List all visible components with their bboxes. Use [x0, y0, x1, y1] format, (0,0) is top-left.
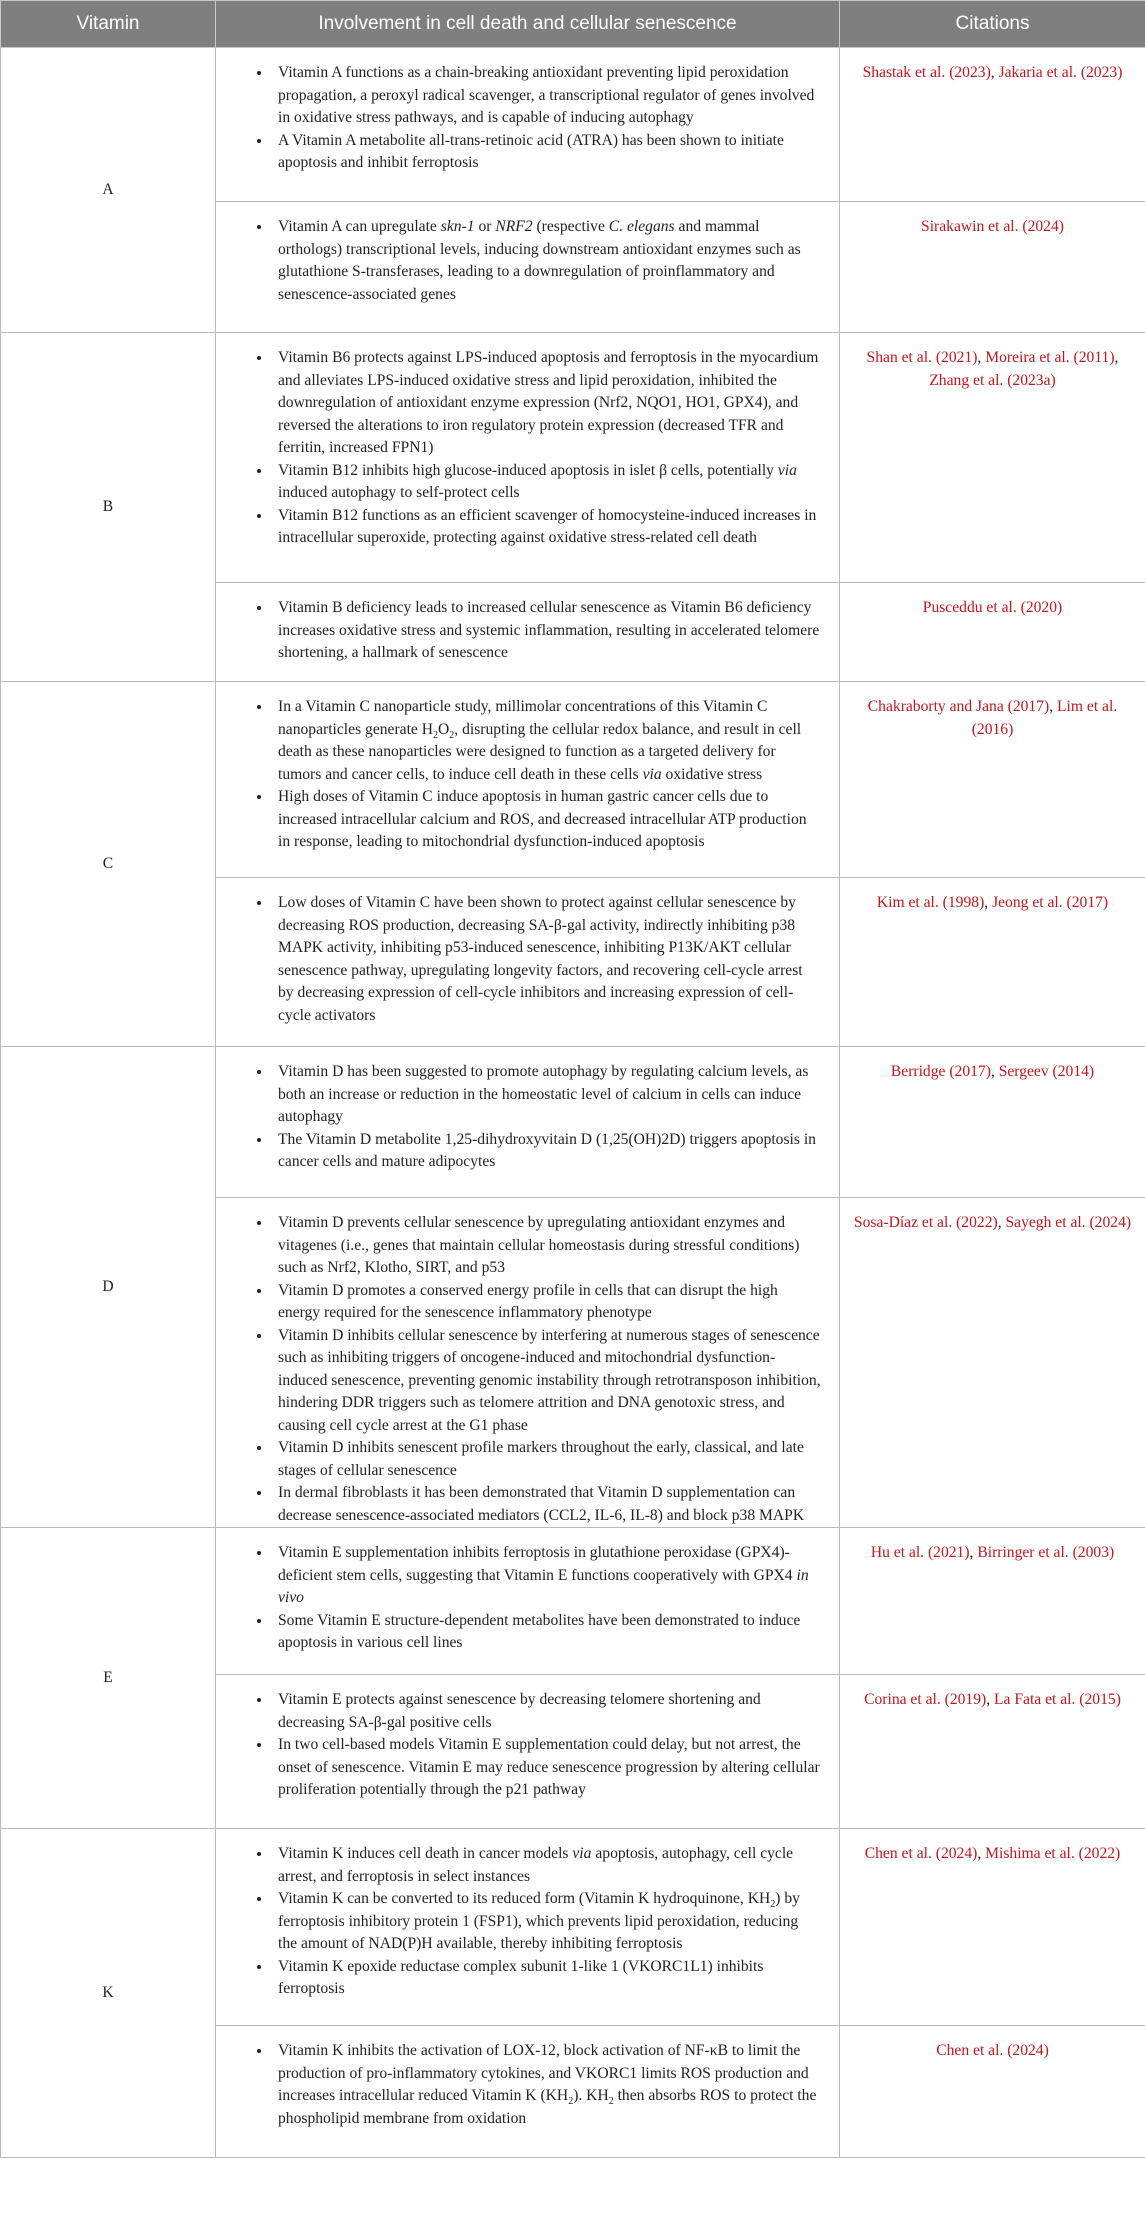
bullet-item: [272, 1325, 821, 1438]
citations-cell: [840, 202, 1145, 333]
bullet-item: [272, 216, 821, 306]
involvement-cell: [216, 1528, 840, 1675]
text-segment: In two cell-based models Vitamin E supplementation could delay, but not arrest, the onset of senescence. Vitamin E may reduce senescence progression by altering cellular proliferation potentially through the p21 pathway: [278, 1736, 820, 1798]
citation-link[interactable]: Sergeev (2014): [998, 1063, 1095, 1080]
text-segment: and mammal orthologs) transcriptional levels, inducing downstream antioxidant enzymes such as glutathione S-transferases, leading to a downregulation of proinflammatory and senescence-associated genes: [278, 218, 801, 303]
bullet-list: [246, 597, 821, 665]
table-body: [1, 48, 1145, 2158]
text-segment: Vitamin D inhibits cellular senescence by interfering at numerous stages of senescence such as inhibiting triggers of oncogene-induced and mitochondrial dysfunction-induced senescence, preventing genomic instability through retrotransposon inhibition, hindering DDR triggers such as telomere attrition and DNA genotoxic stress, and causing cell cycle arrest at the G1 phase: [278, 1326, 821, 1434]
text-segment: Vitamin E protects against senescence by decreasing telomere shortening and decreasing SA-β-gal positive cells: [278, 1691, 761, 1731]
involvement-cell: [216, 1047, 840, 1198]
bullet-item: [272, 1437, 821, 1482]
bullet-list: [246, 2040, 821, 2130]
header-involvement: Involvement in cell death and cellular senescence: [216, 1, 840, 48]
text-segment: Vitamin A can upregulate: [278, 218, 441, 235]
bullet-item: [272, 1843, 821, 1888]
text-segment: ). KH: [573, 2087, 609, 2104]
bullet-item: [272, 1689, 821, 1734]
vitamin-cell: B: [1, 333, 216, 682]
table-row: [1, 1047, 1145, 1198]
table-row: [1, 48, 1145, 202]
involvement-cell: [216, 333, 840, 583]
subscript-text: 2: [568, 2096, 574, 2108]
table-row: [1, 1528, 1145, 1675]
bullet-item: [272, 1542, 821, 1610]
bullet-item: [272, 2040, 821, 2130]
text-segment: induced autophagy to self-protect cells: [278, 484, 520, 501]
subscript-text: 2: [433, 729, 438, 741]
bullet-item: [272, 505, 821, 550]
italic-text: skn-1: [440, 218, 475, 235]
citations-cell: [840, 2026, 1145, 2158]
citation-link[interactable]: Sirakawin et al. (2024): [921, 218, 1064, 235]
citations-cell: [840, 583, 1145, 682]
bullet-list: [246, 696, 821, 854]
vitamin-cell: D: [1, 1047, 216, 1528]
text-segment: High doses of Vitamin C induce apoptosis in human gastric cancer cells due to increased intracellular calcium and ROS, and decreased intracellular ATP production in response, leading to mitochondrial dysfunction-induced apoptosis: [278, 788, 807, 850]
vitamin-cell: C: [1, 682, 216, 1047]
italic-text: via: [642, 765, 662, 783]
text-segment: Vitamin D has been suggested to promote autophagy by regulating calcium levels, as both an increase or reduction in the homeostatic level of calcium in cells can induce autophagy: [278, 1063, 809, 1125]
text-segment: A Vitamin A metabolite all-trans-retinoic acid (ATRA) has been shown to initiate apoptosis and inhibit ferroptosis: [278, 131, 784, 171]
bullet-item: [272, 1734, 821, 1802]
text-segment: Vitamin K epoxide reductase complex subunit 1-like 1 (VKORC1L1) inhibits ferroptosis: [278, 1957, 764, 1997]
table-row: [1, 333, 1145, 583]
bullet-item: [272, 1610, 821, 1655]
text-segment: In a Vitamin C nanoparticle study, millimolar concentrations of this Vitamin C nanoparticles generate H: [278, 698, 768, 738]
involvement-cell: [216, 48, 840, 202]
header-vitamin: Vitamin: [1, 1, 216, 48]
citation-link[interactable]: Sayegh et al. (2024): [1005, 1214, 1132, 1231]
citation-link[interactable]: Shan et al. (2021): [866, 349, 978, 366]
bullet-list: [246, 347, 821, 550]
italic-text: via: [777, 461, 797, 479]
citations-cell: Corina et al. (2019), La Fata et al. (2015): [840, 1675, 1145, 1829]
citation-link[interactable]: La Fata et al. (2015): [994, 1691, 1121, 1708]
bullet-item: [272, 1482, 821, 1527]
bullet-list: [246, 1689, 821, 1802]
citations-cell: Shan et al. (2021), Moreira et al. (2011), Zhang et al. (2023a): [840, 333, 1145, 583]
involvement-cell: [216, 583, 840, 682]
table-row: [1, 682, 1145, 878]
text-segment: Vitamin B12 inhibits high glucose-induced apoptosis in islet β cells, potentially: [278, 461, 778, 479]
text-segment: ) by ferroptosis inhibitory protein 1 (FSP1), which prevents lipid peroxidation, reducing the amount of NAD(P)H available, thereby inhibiting ferroptosis: [278, 1890, 800, 1952]
bullet-item: [272, 1888, 821, 1956]
text-segment: oxidative stress: [661, 765, 763, 783]
text-segment: Low doses of Vitamin C have been shown to protect against cellular senescence by decreasing ROS production, decreasing SA-β-gal activity, indirectly inhibiting p38 MAPK activity, inhibiting p53-induced senescence, inhibiting P13K/AKT cellular senescence pathway, upregulating longevity factors, and recovering cell-cycle arrest by decreasing expression of cell-cycle inhibitors and increasing expression of cell-cycle activators: [278, 894, 803, 1024]
italic-text: C. elegans: [608, 218, 675, 235]
text-segment: , disrupting the cellular redox balance, and result in cell death as these nanoparticles were designed to function as a targeted delivery for tumors and cancer cells, to induce cell death in these cells: [278, 720, 802, 783]
involvement-cell: [216, 202, 840, 333]
citations-cell: Hu et al. (2021), Birringer et al. (2003): [840, 1528, 1145, 1675]
citations-cell: Berridge (2017), Sergeev (2014): [840, 1047, 1145, 1198]
citations-cell: Shastak et al. (2023), Jakaria et al. (2023): [840, 48, 1145, 202]
citation-link[interactable]: Birringer et al. (2003): [977, 1544, 1115, 1561]
citation-link[interactable]: Jakaria et al. (2023): [998, 64, 1123, 81]
citations-cell: Chen et al. (2024), Mishima et al. (2022): [840, 1829, 1145, 2026]
vitamin-cell: K: [1, 1829, 216, 2158]
bullet-list: [246, 1542, 821, 1655]
bullet-list: [246, 892, 821, 1027]
subscript-text: 2: [608, 2096, 614, 2108]
citation-link[interactable]: Shastak et al. (2023): [862, 64, 991, 81]
header-citations: Citations: [840, 1, 1145, 48]
text-segment: Vitamin K inhibits the activation of LOX-12, block activation of NF-κB to limit the production of pro-inflammatory cytokines, and VKORC1 limits ROS production and increases intracellular reduced Vitamin K (KH: [278, 2042, 809, 2104]
table-row: [1, 1829, 1145, 2026]
text-segment: Vitamin K induces cell death in cancer models: [278, 1845, 573, 1862]
citation-link[interactable]: Corina et al. (2019): [864, 1691, 987, 1708]
text-segment: The Vitamin D metabolite 1,25-dihydroxyvitain D (1,25(OH)2D) triggers apoptosis in cancer cells and mature adipocytes: [278, 1130, 816, 1170]
text-segment: In dermal fibroblasts it has been demonstrated that Vitamin D supplementation can decrease senescence-associated mediators (CCL2, IL-6, IL-8) and block p38 MAPK: [278, 1484, 805, 1524]
bullet-item: [272, 696, 821, 786]
citation-link[interactable]: Pusceddu et al. (2020): [922, 599, 1063, 616]
bullet-list: [246, 1212, 821, 1527]
bullet-item: [272, 62, 821, 130]
text-segment: Vitamin K can be converted to its reduced form (Vitamin K hydroquinone, KH: [278, 1890, 771, 1907]
text-segment: Vitamin B deficiency leads to increased cellular senescence as Vitamin B6 deficiency increases oxidative stress and systemic inflammation, resulting in accelerated telomere shortening, a hallmark of senescence: [278, 599, 820, 661]
bullet-item: [272, 1212, 821, 1280]
involvement-cell: [216, 1829, 840, 2026]
text-segment: Vitamin D promotes a conserved energy profile in cells that can disrupt the high energy required for the senescence inflammatory phenotype: [278, 1281, 778, 1321]
citation-link[interactable]: Moreira et al. (2011): [985, 349, 1115, 366]
involvement-cell: [216, 878, 840, 1047]
text-segment: then absorbs ROS to protect the phospholipid membrane from oxidation: [278, 2087, 817, 2127]
involvement-cell: [216, 1198, 840, 1528]
bullet-list: [246, 1061, 821, 1174]
citations-cell: Kim et al. (1998), Jeong et al. (2017): [840, 878, 1145, 1047]
bullet-item: [272, 1061, 821, 1129]
bullet-list: [246, 1843, 821, 2001]
bullet-item: [272, 1956, 821, 2001]
vitamin-cell: A: [1, 48, 216, 333]
bullet-list: [246, 62, 821, 175]
citations-cell: Sosa-Díaz et al. (2022), Sayegh et al. (2024): [840, 1198, 1145, 1528]
text-segment: O: [438, 720, 450, 738]
text-segment: Vitamin D prevents cellular senescence by upregulating antioxidant enzymes and vitagenes (i.e., genes that maintain cellular homeostasis during stressful conditions) such as Nrf2, Klotho, SIRT, and p53: [278, 1214, 800, 1276]
involvement-cell: [216, 682, 840, 878]
bullet-item: [272, 130, 821, 175]
citation-link[interactable]: Hu et al. (2021): [870, 1544, 970, 1561]
bullet-item: [272, 597, 821, 665]
subscript-text: 2: [449, 729, 455, 741]
text-segment: Some Vitamin E structure-dependent metabolites have been demonstrated to induce apoptosis in various cell lines: [278, 1611, 801, 1651]
citation-link[interactable]: Chen et al. (2024): [936, 2042, 1049, 2059]
bullet-item: [272, 347, 821, 460]
bullet-item: [272, 1129, 821, 1174]
bullet-item: [272, 460, 821, 505]
citation-link[interactable]: Berridge (2017): [890, 1063, 991, 1080]
citation-link[interactable]: Chakraborty and Jana (2017): [867, 698, 1050, 715]
citation-link[interactable]: Chen et al. (2024): [864, 1845, 978, 1862]
text-segment: Vitamin D inhibits senescent profile markers throughout the early, classical, and late stages of cellular senescence: [278, 1439, 804, 1479]
bullet-item: [272, 786, 821, 854]
text-segment: Vitamin B12 functions as an efficient scavenger of homocysteine-induced increases in intracellular superoxide, protecting against oxidative stress-related cell death: [278, 506, 817, 546]
citation-link[interactable]: Zhang et al. (2023a): [929, 371, 1056, 389]
vitamin-cell: E: [1, 1528, 216, 1829]
bullet-item: [272, 1280, 821, 1325]
citation-link[interactable]: Sosa-Díaz et al. (2022): [853, 1214, 998, 1231]
italic-text: NRF2: [495, 218, 533, 235]
text-segment: (respective: [532, 218, 609, 235]
text-segment: Vitamin B6 protects against LPS-induced apoptosis and ferroptosis in the myocardium and alleviates LPS-induced oxidative stress and lipid peroxidation, inhibited the downregulation of antioxidant enzyme expression (Nrf2, NQO1, HO1, GPX4), and reversed the alterations to iron regulatory protein expression (decreased TFR and ferritin, increased FPN1): [278, 349, 819, 456]
italic-text: in vivo: [278, 1566, 809, 1606]
bullet-list: [246, 216, 821, 306]
citation-link[interactable]: Lim et al. (2016): [971, 698, 1118, 738]
citation-link[interactable]: Mishima et al. (2022): [985, 1845, 1121, 1862]
bullet-item: [272, 892, 821, 1027]
text-segment: or: [474, 218, 496, 235]
citation-link[interactable]: Jeong et al. (2017): [992, 894, 1109, 911]
header-row: [1, 1, 1145, 48]
italic-text: via: [572, 1845, 592, 1862]
involvement-cell: [216, 2026, 840, 2158]
text-segment: Vitamin A functions as a chain-breaking antioxidant preventing lipid peroxidation propagation, a peroxyl radical scavenger, a transcriptional regulator of genes involved in oxidative stress pathways, and is capable of inducing autophagy: [278, 64, 815, 126]
text-segment: apoptosis, autophagy, cell cycle arrest, and ferroptosis in select instances: [278, 1845, 794, 1885]
subscript-text: 2: [770, 1899, 776, 1911]
citations-cell: Chakraborty and Jana (2017), Lim et al. (2016): [840, 682, 1145, 878]
involvement-cell: [216, 1675, 840, 1829]
text-segment: Vitamin E supplementation inhibits ferroptosis in glutathione peroxidase (GPX4)-deficient stem cells, suggesting that Vitamin E functions cooperatively with GPX4: [278, 1544, 797, 1584]
citation-link[interactable]: Kim et al. (1998): [876, 894, 985, 911]
